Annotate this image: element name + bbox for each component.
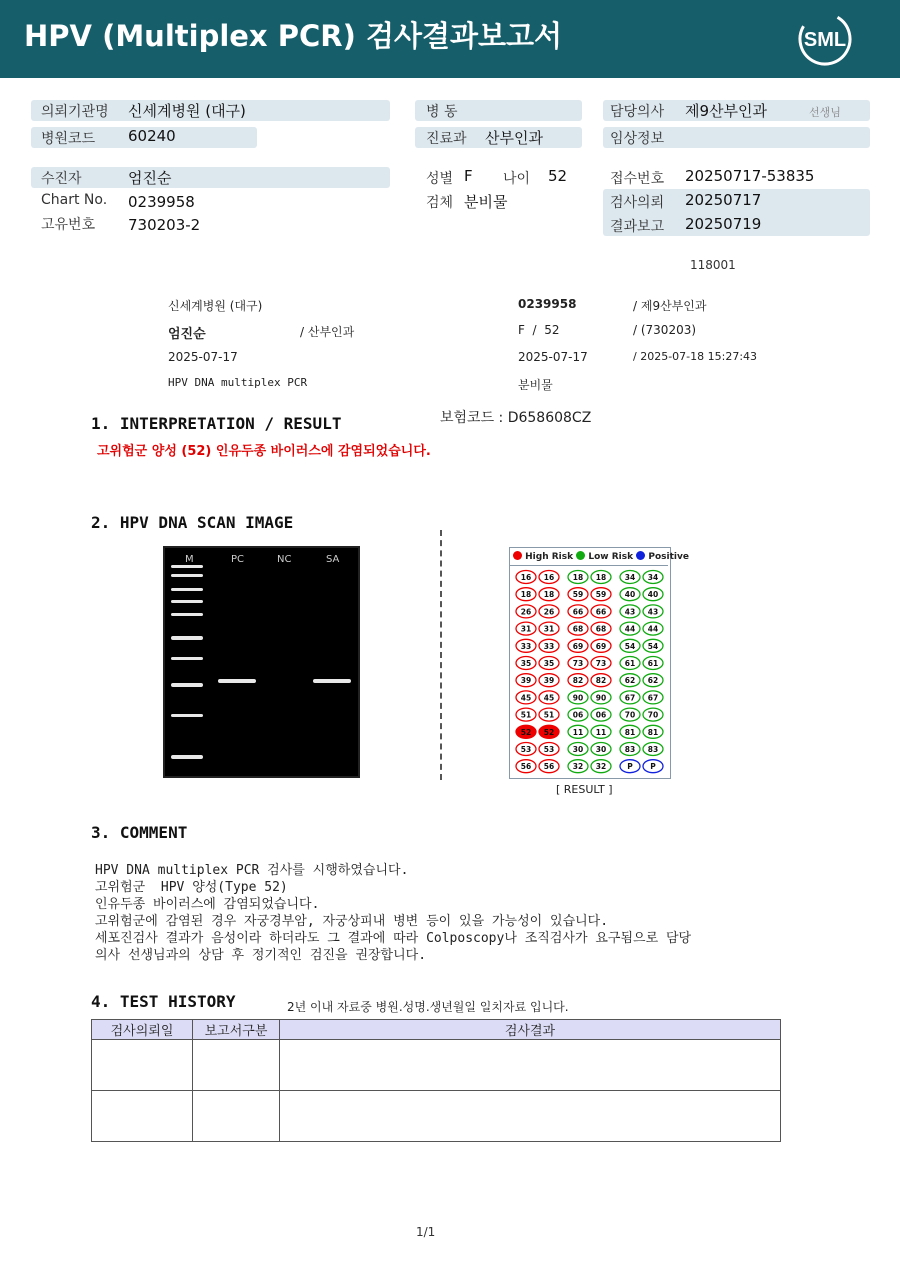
- hpv-type-label: 82: [595, 676, 607, 686]
- divider-dashed: [440, 530, 442, 780]
- report-header: [0, 0, 900, 78]
- section2-title: 2. HPV DNA SCAN IMAGE: [91, 513, 294, 532]
- unique-value: 730203-2: [128, 216, 201, 234]
- hpv-type-label: 69: [572, 641, 584, 651]
- hpv-type-label: 26: [543, 607, 555, 617]
- chart-label: Chart No.: [41, 192, 108, 208]
- col-report-type: 보고서구분: [193, 1020, 280, 1040]
- hpv-type-label: 30: [595, 745, 607, 754]
- insurance-code: 보험코드 : D658608CZ: [440, 410, 592, 426]
- gel-bands: [165, 548, 358, 776]
- chart-value: 0239958: [128, 193, 195, 211]
- hpv-type-label: 68: [572, 624, 584, 634]
- summary-specimen: 분비물: [518, 378, 553, 392]
- hpv-type-label: 18: [520, 590, 532, 600]
- hpv-type-label: 81: [624, 727, 636, 737]
- gel-image: [163, 546, 360, 778]
- hpv-type-label: 70: [624, 710, 636, 720]
- hpv-type-label: 16: [543, 573, 555, 582]
- hpv-type-label: 56: [543, 762, 555, 772]
- page-number: 1/1: [416, 1225, 436, 1239]
- summary-test: HPV DNA multiplex PCR: [168, 376, 308, 389]
- hpv-type-label: 31: [543, 624, 555, 634]
- hpv-type-label: 56: [520, 762, 532, 772]
- hpv-type-label: 54: [647, 641, 659, 651]
- low-risk-dot-icon: [576, 551, 585, 560]
- comment-line: 의사 선생님과의 상담 후 정기적인 검진을 권장합니다.: [95, 948, 427, 963]
- institution-value: 신세계병원 (대구): [128, 102, 246, 120]
- history-note: 2년 이내 자료중 병원.성명.생년월일 일치자료 입니다.: [287, 1000, 569, 1014]
- report-label: 결과보고: [610, 219, 665, 235]
- legend-low-risk: Low Risk: [588, 552, 634, 562]
- hpv-type-label: 39: [543, 676, 555, 686]
- hpv-type-label: 35: [543, 659, 555, 668]
- hpv-type-label: 18: [595, 573, 607, 582]
- patient-value: 엄진순: [128, 169, 172, 187]
- high-risk-dot-icon: [513, 551, 522, 560]
- table-row: [92, 1040, 781, 1091]
- table-row: [92, 1091, 781, 1142]
- hpv-type-label: 34: [624, 573, 636, 582]
- sex-value: F: [464, 167, 473, 185]
- legend-positive: Positive: [648, 552, 689, 562]
- hpv-type-label: 53: [520, 745, 532, 754]
- hpv-type-label: 70: [647, 710, 659, 720]
- hpv-type-label: 54: [624, 641, 636, 651]
- hpv-type-label: 59: [595, 590, 607, 600]
- hpv-type-label: 35: [520, 659, 532, 668]
- hpv-type-label: 40: [647, 590, 659, 600]
- receipt-label: 접수번호: [610, 171, 665, 187]
- ward-label: 병 동: [426, 104, 458, 120]
- summary-chart: 0239958: [518, 297, 577, 311]
- section1-title: 1. INTERPRETATION / RESULT: [91, 414, 342, 433]
- hpv-type-label: 11: [572, 727, 584, 737]
- hpv-type-label: 66: [572, 607, 584, 617]
- hpv-type-label: P: [627, 762, 633, 772]
- unique-label: 고유번호: [41, 217, 96, 233]
- hpv-type-label: P: [650, 762, 656, 772]
- age-value: 52: [548, 167, 568, 185]
- hpv-type-label: 33: [520, 641, 532, 651]
- comment-line: 고위험군 HPV 양성(Type 52): [95, 880, 288, 895]
- hpv-type-label: 30: [572, 745, 584, 754]
- comment-line: 세포진검사 결과가 음성이라 하더라도 그 결과에 따라 Colposcopy나 조직검사가 요구됨으로 담당: [95, 931, 692, 946]
- specimen-label: 검체: [426, 195, 454, 211]
- hpv-type-label: 34: [647, 573, 659, 582]
- hpv-type-label: 73: [595, 659, 607, 668]
- hpv-type-label: 26: [520, 607, 532, 617]
- scan-legend: [513, 551, 689, 562]
- patient-bar: [31, 167, 390, 188]
- sex-label: 성별: [426, 171, 454, 187]
- hpv-type-label: 18: [572, 573, 584, 582]
- hpv-scan-panel: [509, 547, 689, 779]
- hpv-type-label: 52: [520, 727, 532, 737]
- hpv-type-label: 11: [595, 727, 607, 737]
- hpv-type-label: 62: [624, 676, 636, 686]
- svg-text:SML: SML: [803, 29, 847, 51]
- hpv-type-label: 53: [543, 745, 555, 754]
- request-label: 검사의뢰: [610, 195, 665, 211]
- hpv-type-label: 68: [595, 624, 607, 634]
- summary-patient: 엄진순: [168, 327, 206, 342]
- code-number: 118001: [690, 258, 736, 272]
- hpv-type-label: 06: [572, 710, 584, 720]
- sml-logo: [796, 12, 854, 66]
- hpv-type-label: 61: [647, 659, 659, 668]
- hpv-type-label: 61: [624, 659, 636, 668]
- hpv-type-label: 44: [624, 624, 636, 634]
- hpv-type-label: 52: [543, 727, 555, 737]
- dept-label: 진료과: [426, 131, 467, 147]
- hpv-type-label: 43: [624, 607, 636, 617]
- hpv-type-label: 33: [543, 641, 555, 651]
- hpv-type-label: 67: [624, 693, 636, 703]
- doctor-value: 제9산부인과: [685, 102, 767, 120]
- dept-value: 산부인과: [485, 129, 543, 147]
- hpv-type-label: 83: [647, 745, 659, 754]
- legend-high-risk: High Risk: [525, 552, 574, 562]
- hpv-type-label: 45: [543, 693, 555, 703]
- hpv-type-label: 32: [572, 762, 584, 772]
- summary-sex-age: F / 52: [518, 323, 560, 337]
- hpv-type-label: 81: [647, 727, 659, 737]
- col-request-date: 검사의뢰일: [92, 1020, 193, 1040]
- hpv-type-label: 69: [595, 641, 607, 651]
- receipt-value: 20250717-53835: [685, 167, 815, 185]
- hpv-type-label: 40: [624, 590, 636, 600]
- lane-label-pc: PC: [231, 554, 245, 565]
- hpv-type-label: 44: [647, 624, 659, 634]
- interpretation-result: 고위험군 양성 (52) 인유두종 바이러스에 감염되었습니다.: [97, 444, 431, 459]
- hpv-type-label: 32: [595, 762, 607, 772]
- hpv-type-label: 59: [572, 590, 584, 600]
- hpv-type-label: 51: [520, 710, 532, 720]
- summary-hospital: 신세계병원 (대구): [168, 299, 263, 313]
- hpv-type-label: 67: [647, 693, 659, 703]
- section3-title: 3. COMMENT: [91, 823, 188, 842]
- hpv-type-label: 16: [520, 573, 532, 582]
- patient-label: 수진자: [41, 171, 82, 187]
- institution-label: 의뢰기관명: [41, 104, 109, 120]
- summary-date2: 2025-07-17: [518, 350, 588, 364]
- summary-date1: 2025-07-17: [168, 350, 238, 364]
- summary-datetime: / 2025-07-18 15:27:43: [633, 350, 758, 363]
- hospital-code-label: 병원코드: [41, 131, 96, 147]
- hpv-type-label: 90: [595, 693, 607, 703]
- col-result: 검사결과: [280, 1020, 781, 1040]
- hpv-type-label: 62: [647, 676, 659, 686]
- lane-label-sa: SA: [326, 554, 340, 565]
- summary-dept: / 산부인과: [300, 325, 355, 339]
- scan-grid: [510, 566, 670, 776]
- comment-line: 인유두종 바이러스에 감염되었습니다.: [95, 897, 320, 912]
- specimen-value: 분비물: [464, 193, 508, 211]
- comment-line: HPV DNA multiplex PCR 검사를 시행하였습니다.: [95, 863, 409, 878]
- hpv-type-label: 83: [624, 745, 636, 754]
- scan-result-label: [ RESULT ]: [556, 783, 613, 796]
- lane-label-nc: NC: [277, 554, 292, 565]
- report-title: HPV (Multiplex PCR) 검사결과보고서: [24, 19, 563, 53]
- hpv-type-label: 73: [572, 659, 584, 668]
- hpv-type-label: 51: [543, 710, 555, 720]
- hpv-type-label: 90: [572, 693, 584, 703]
- hospital-code-value: 60240: [128, 127, 176, 145]
- hpv-type-label: 18: [543, 590, 555, 600]
- positive-dot-icon: [636, 551, 645, 560]
- hpv-type-label: 43: [647, 607, 659, 617]
- age-label: 나이: [503, 171, 531, 187]
- hpv-type-label: 06: [595, 710, 607, 720]
- hpv-type-label: 31: [520, 624, 532, 634]
- section4-title: 4. TEST HISTORY: [91, 992, 236, 1011]
- comment-block: [95, 862, 691, 964]
- doctor-label: 담당의사: [610, 104, 665, 120]
- request-value: 20250717: [685, 191, 762, 209]
- hpv-type-label: 45: [520, 693, 532, 703]
- comment-line: 고위험군에 감염된 경우 자궁경부암, 자궁상피내 병변 등이 있을 가능성이 있습니다.: [95, 914, 609, 929]
- hpv-type-label: 39: [520, 676, 532, 686]
- report-value: 20250719: [685, 215, 762, 233]
- hpv-type-label: 82: [572, 676, 584, 686]
- hpv-type-label: 66: [595, 607, 607, 617]
- history-table: [91, 1019, 781, 1142]
- lane-label-m: M: [185, 554, 194, 565]
- doctor-suffix: 선생님: [809, 106, 841, 119]
- summary-doctor: / 제9산부인과: [633, 299, 707, 313]
- clinical-label: 임상정보: [610, 131, 665, 147]
- summary-birth: / (730203): [633, 323, 697, 337]
- history-header-row: [92, 1020, 781, 1040]
